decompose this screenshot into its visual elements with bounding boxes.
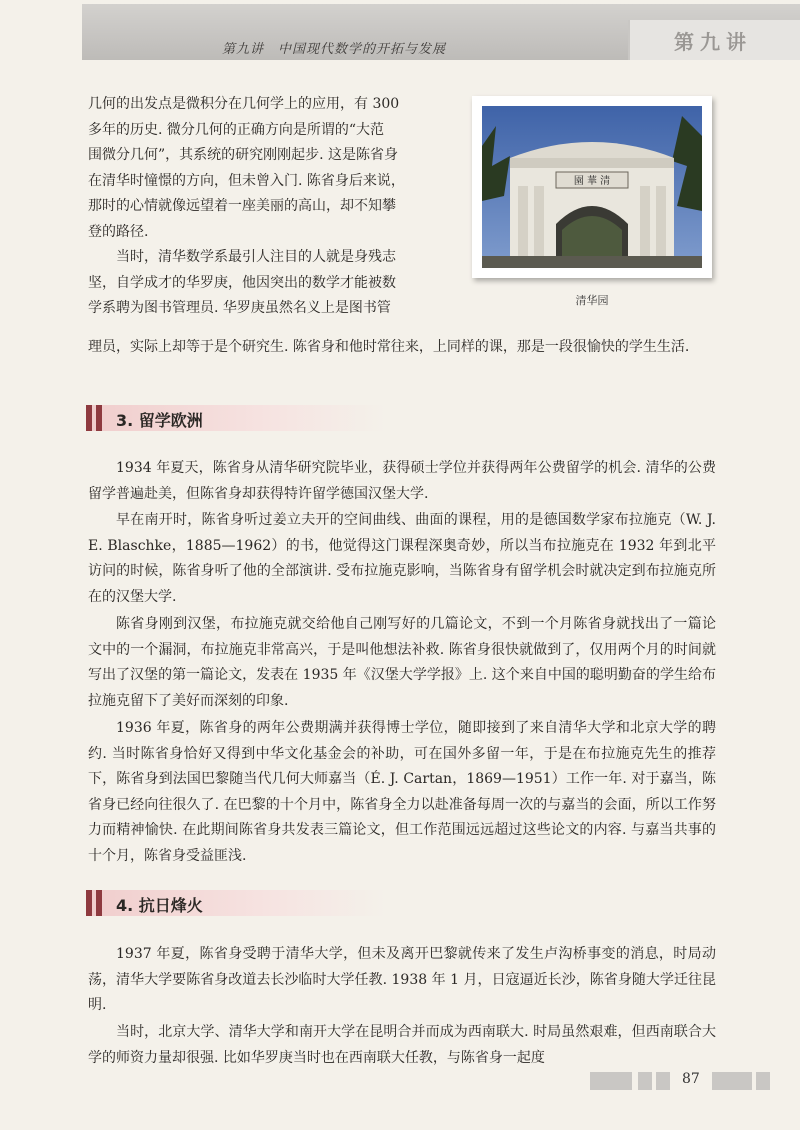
footer-decoration — [712, 1072, 752, 1090]
heading-marker — [86, 405, 92, 431]
section3-paragraph-4 — [88, 702, 716, 883]
text-line: 多年的历史. 微分几何的正确方向是所谓的“大范 — [88, 121, 385, 138]
chapter-title: 第九讲 中国现代数学的开拓与发展 — [222, 42, 447, 57]
footer-decoration — [638, 1072, 652, 1090]
text-line: 在清华时憧憬的方向，但未曾入门. 陈省身后来说， — [88, 172, 405, 189]
paragraph-text: 理员，实际上却等于是个研究生. 陈省身和他时常往来，上同样的课，那是一段很愉快的学生生活. — [88, 339, 690, 355]
section-title: 4. 抗日烽火 — [116, 896, 203, 915]
tsinghua-gate-photo — [472, 96, 712, 278]
gate-plaque-text: 園 華 清 — [573, 176, 611, 187]
paragraph-text: 陈省身刚到汉堡，布拉施克就交给他自己刚写好的几篇论文，不到一个月陈省身就找出了一篇论文中的一个漏洞，布拉施克非常高兴，于是叫他想法补救. 陈省身很快就做到了，仅用两个月的时间就写出了汉堡的第一篇论文，发表在 1935 年《汉堡大学学报》上. 这个来自中国的聪明勤奋的学生给布拉施克留下了美好而深刻的印象. — [88, 616, 716, 709]
section-heading-4 — [86, 890, 386, 916]
text-line: 登的路径. — [88, 223, 149, 240]
chapter-tab-label: 第九讲 — [674, 30, 752, 54]
photo-caption: 清华园 — [575, 294, 609, 307]
paragraph-text: 1934 年夏天，陈省身从清华研究院毕业，获得硕士学位并获得两年公费留学的机会. 清华的公费留学普遍赴美，但陈省身却获得特许留学德国汉堡大学. — [88, 460, 716, 502]
text-line: 坚，自学成才的华罗庚，他因突出的数学才能被数 — [88, 274, 396, 291]
text-line: 当时，清华数学系最引人注目的人就是身残志 — [116, 249, 396, 265]
page-number: 87 — [682, 1071, 700, 1087]
text-line: 围微分几何”，其系统的研究刚刚起步. 这是陈省身 — [88, 147, 399, 163]
intro-paragraph-2 — [88, 321, 716, 375]
gate-illustration — [482, 106, 702, 268]
heading-marker — [86, 890, 92, 916]
footer-decoration — [590, 1072, 632, 1090]
section-heading-3 — [86, 405, 386, 431]
paragraph-text: 1937 年夏，陈省身受聘于清华大学，但未及离开巴黎就传来了发生卢沟桥事变的消息，时局动荡，清华大学要陈省身改道去长沙临时大学任教. 1938 年 1 月，日寇逼近长沙，陈省身随大学迁往昆明. — [88, 946, 716, 1013]
page-header — [82, 4, 800, 60]
intro-paragraph-1 — [88, 92, 460, 322]
footer-decoration — [756, 1072, 770, 1090]
footer-decoration — [656, 1072, 670, 1090]
paragraph-text: 1936 年夏，陈省身的两年公费期满并获得博士学位，随即接到了来自清华大学和北京大学的聘约. 当时陈省身恰好又得到中华文化基金会的补助，可在国外多留一年，于是在布拉施克先生的推荐下，陈省身到法国巴黎随当代几何大师嘉当（É. J. Cartan，1869—1951）工作一年. 对于嘉当，陈省身已经向往很久了. 在巴黎的十个月中，陈省身全力以赴准备每周一次的与嘉当的会面，所以工作努力而精神愉快. 在此期间陈省身共发表三篇论文，但工作范围远远超过这些论文的内容. 与嘉当共事的十个月，陈省身受益匪浅. — [88, 720, 716, 864]
heading-marker — [96, 405, 102, 431]
paragraph-text: 早在南开时，陈省身听过姜立夫开的空间曲线、曲面的课程，用的是德国数学家布拉施克（W. J. E. Blaschke，1885—1962）的书，他觉得这门课程深奥奇妙，所以当布拉施克在 1932 年到北平访问的时候，陈省身听了他的全部演讲. 受布拉施克影响，当陈省身有留学机会时就决定到布拉施克所在的汉堡大学. — [88, 512, 716, 605]
text-line: 学系聘为图书管理员. 华罗庚虽然名义上是图书管 — [88, 300, 391, 316]
heading-marker — [96, 890, 102, 916]
text-line: 那时的心情就像远望着一座美丽的高山，却不知攀 — [88, 198, 396, 214]
chapter-tab — [628, 20, 800, 60]
text-line: 几何的出发点是微积分在几何学上的应用，有 300 — [88, 96, 400, 112]
paragraph-text: 当时，北京大学、清华大学和南开大学在昆明合并而成为西南联大. 时局虽然艰难，但西南联合大学的师资力量却很强. 比如华罗庚当时也在西南联大任教，与陈省身一起度 — [88, 1024, 716, 1066]
section-title: 3. 留学欧洲 — [116, 411, 203, 430]
